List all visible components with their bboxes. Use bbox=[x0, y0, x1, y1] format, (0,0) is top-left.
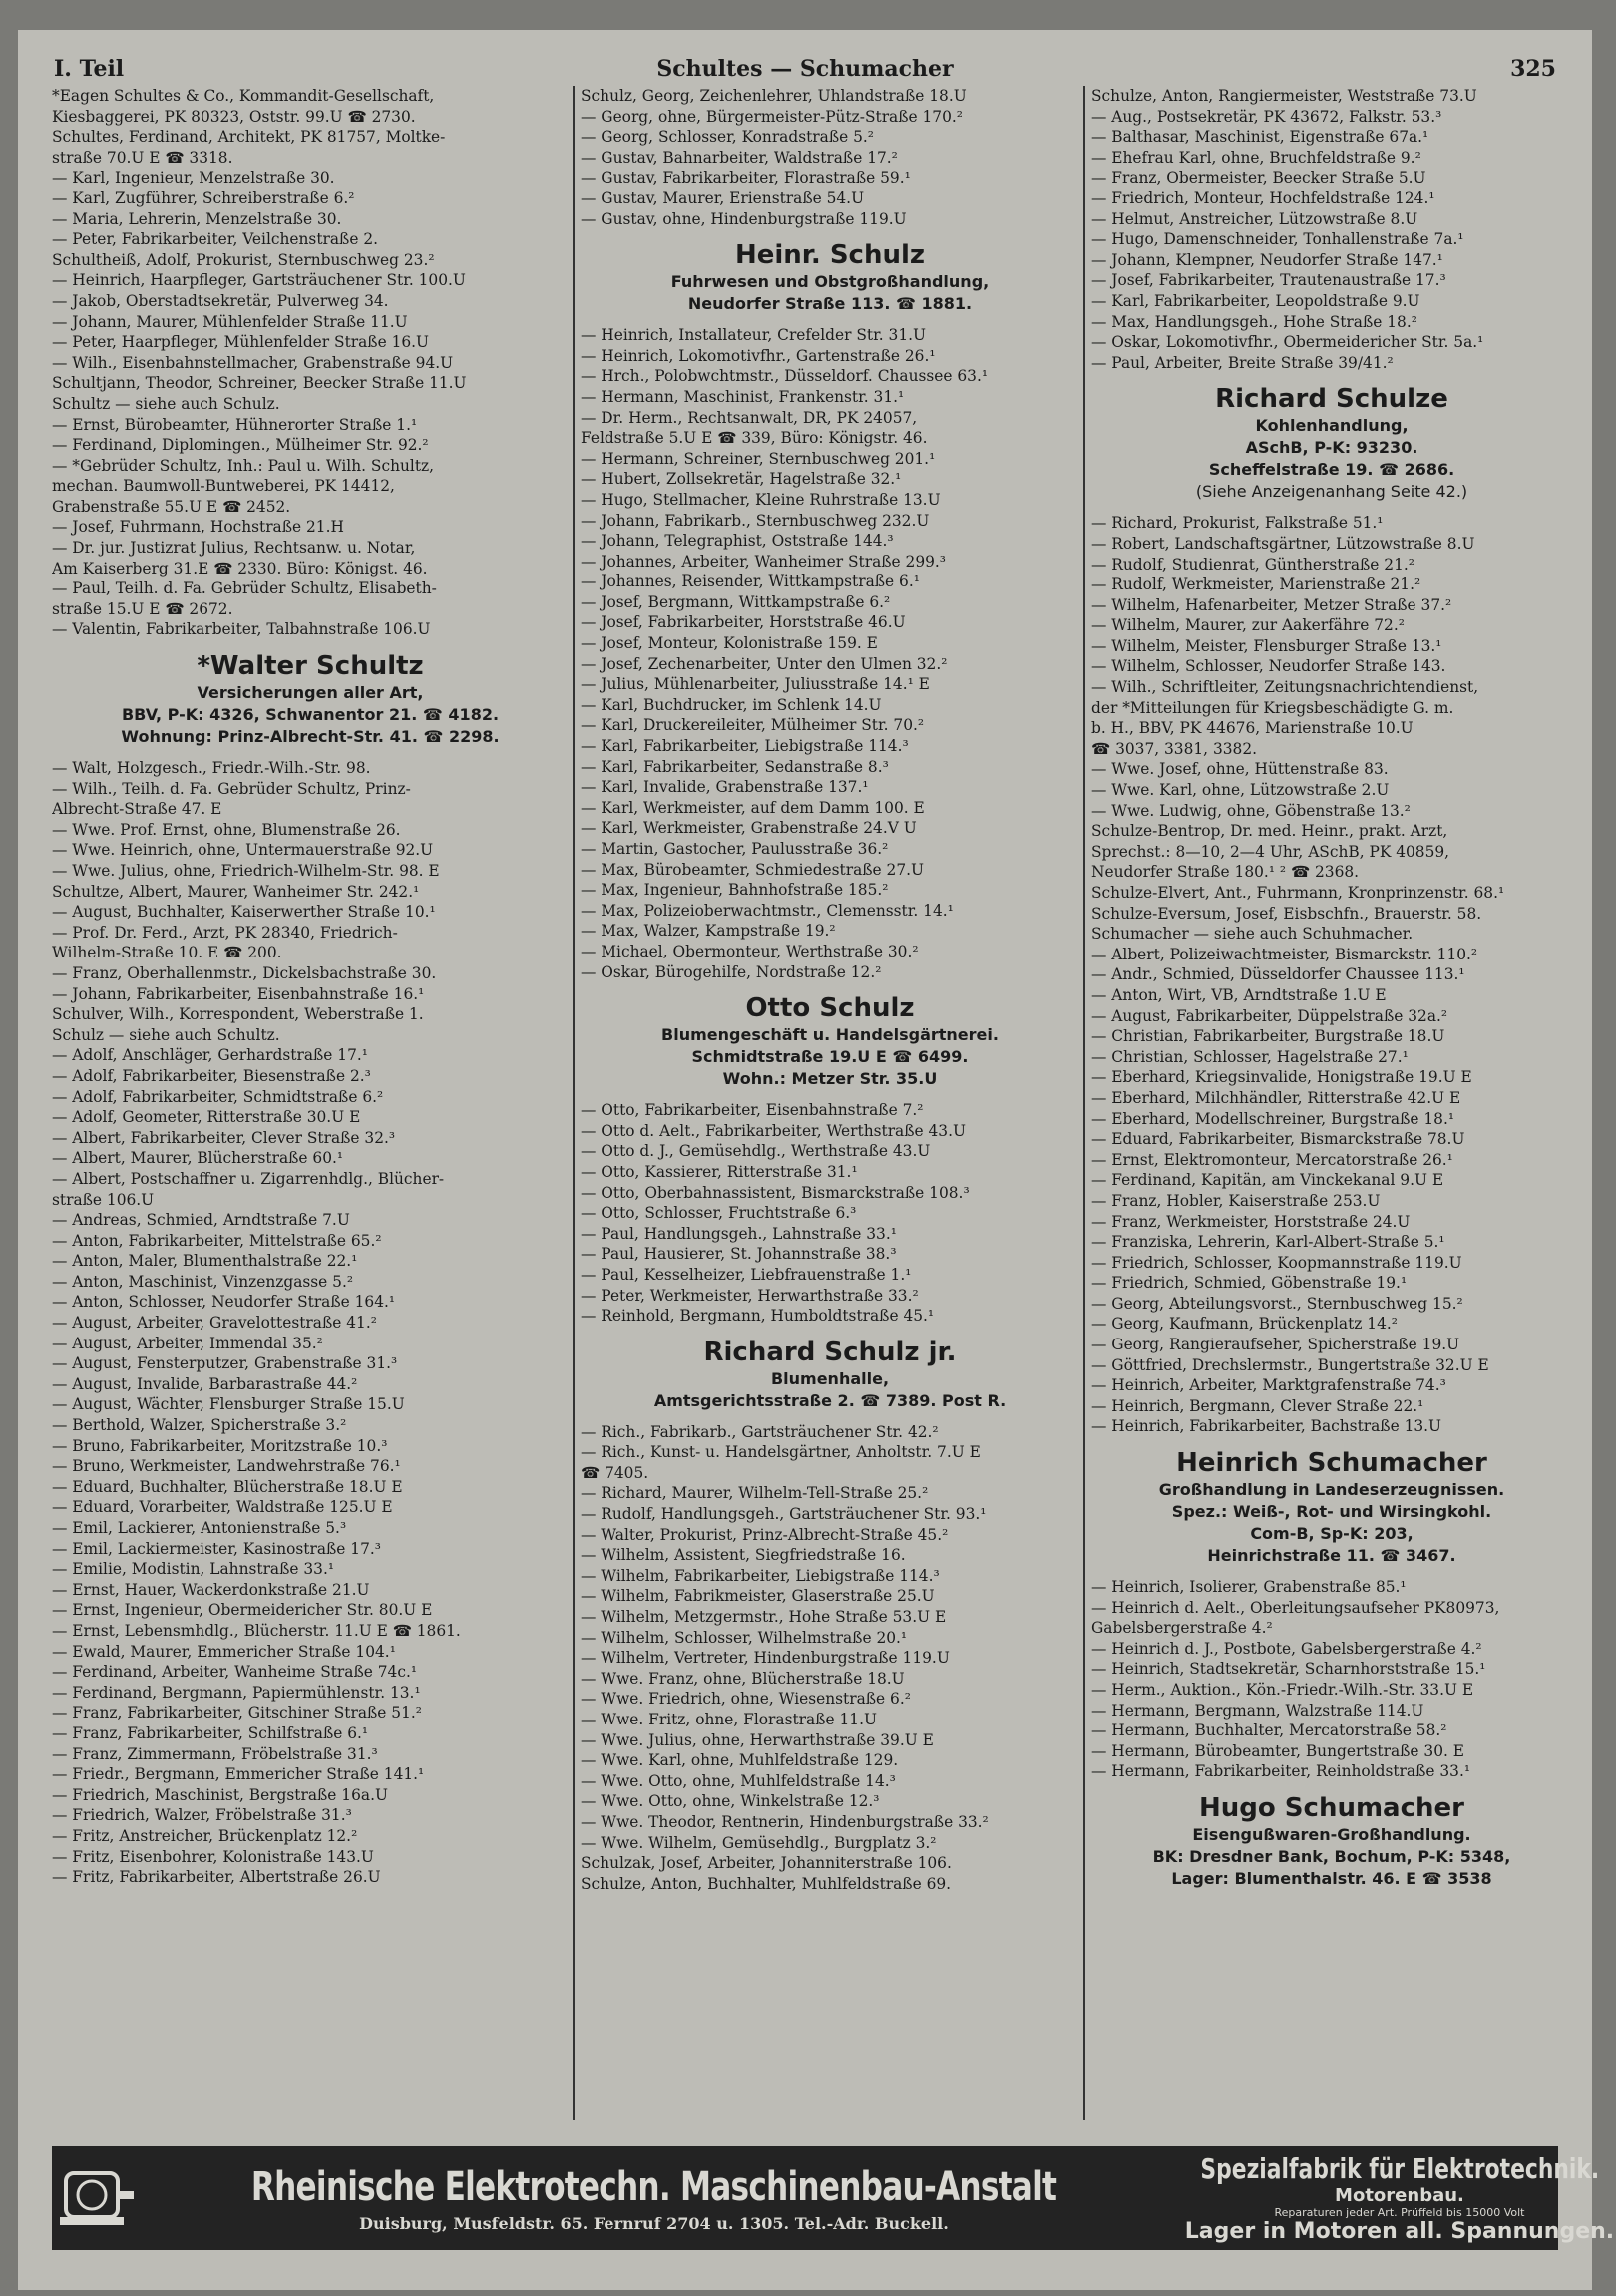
directory-entry: — Wwe. Fritz, ohne, Florastraße 11.U bbox=[581, 1711, 877, 1728]
directory-entry: — Fritz, Fabrikarbeiter, Albertstraße 26.U bbox=[52, 1868, 381, 1887]
directory-entry: — Ferdinand, Arbeiter, Wanheime Straße 74c.¹ bbox=[52, 1663, 418, 1682]
directory-entry: ☎ 3037, 3381, 3382. bbox=[1091, 739, 1258, 758]
business-detail: Heinrichstraße 11. ☎ 3467. bbox=[1207, 1546, 1456, 1566]
directory-entry: — Franz, Obermeister, Beecker Straße 5.U bbox=[1091, 169, 1426, 188]
directory-entry: Schulze, Anton, Buchhalter, Muhlfeldstraße 69. bbox=[581, 1874, 952, 1893]
directory-entry: — Bruno, Werkmeister, Landwehrstraße 76.¹ bbox=[52, 1457, 401, 1476]
directory-entry: — Wwe. Friedrich, ohne, Wiesenstraße 6.² bbox=[581, 1690, 911, 1709]
directory-entry: Albrecht-Straße 47. E bbox=[52, 800, 222, 819]
directory-entry: — Friedrich, Monteur, Hochfeldstraße 124.¹ bbox=[1091, 189, 1435, 207]
business-listing-box bbox=[1091, 1447, 1572, 1567]
ad-repair-note: Reparaturen jeder Art. Prüffeld bis 15000 Volt bbox=[1274, 2206, 1525, 2219]
directory-entry: — Wilhelm, Metzgermstr., Hohe Straße 53.U E bbox=[581, 1608, 947, 1627]
directory-entry: — Fritz, Anstreicher, Brückenplatz 12.² bbox=[52, 1826, 358, 1845]
directory-entry: — Peter, Haarpfleger, Mühlenfelder Straße 16.U bbox=[52, 333, 430, 352]
directory-entry: — Ernst, Bürobeamter, Hühnerorter Straße 1.¹ bbox=[52, 415, 418, 434]
directory-entry: — Franz, Fabrikarbeiter, Gitschiner Straße 51.² bbox=[52, 1704, 422, 1722]
directory-entry: — Ehefrau Karl, ohne, Bruchfeldstraße 9.² bbox=[1091, 148, 1421, 167]
directory-entry: — August, Fensterputzer, Grabenstraße 31.³ bbox=[52, 1354, 398, 1373]
directory-entry: — Maria, Lehrerin, Menzelstraße 30. bbox=[52, 209, 342, 228]
directory-entry: — Gustav, Fabrikarbeiter, Florastraße 59.¹ bbox=[581, 169, 911, 188]
directory-entry: — Emilie, Modistin, Lahnstraße 33.¹ bbox=[52, 1560, 335, 1579]
directory-entry: — Wilh., Schriftleiter, Zeitungsnachrichtendienst, bbox=[1091, 678, 1479, 697]
directory-entry: — August, Arbeiter, Gravelottestraße 41.² bbox=[52, 1314, 377, 1333]
directory-entry: — Johann, Fabrikarbeiter, Eisenbahnstraße 16.¹ bbox=[52, 984, 425, 1003]
directory-entry: — Julius, Mühlenarbeiter, Juliusstraße 14.¹ E bbox=[581, 675, 930, 694]
business-listing-box bbox=[1091, 383, 1572, 503]
directory-entry: — Friedrich, Walzer, Fröbelstraße 31.³ bbox=[52, 1806, 352, 1825]
ad-company-name: Rheinische Elektrotechn. Maschinenbau-Anstalt bbox=[250, 2163, 1057, 2210]
directory-entry: Schultz — siehe auch Schulz. bbox=[52, 394, 280, 413]
directory-entry: — Georg, Rangieraufseher, Spicherstraße 19.U bbox=[1091, 1336, 1460, 1354]
directory-entry: — Wwe. Josef, ohne, Hüttenstraße 83. bbox=[1091, 760, 1389, 779]
business-listing-box bbox=[1091, 1792, 1572, 1890]
directory-entry: — Adolf, Fabrikarbeiter, Schmidtstraße 6.² bbox=[52, 1087, 384, 1106]
directory-entry: Schulver, Wilh., Korrespondent, Weberstraße 1. bbox=[52, 1005, 424, 1024]
directory-entry: — Josef, Zechenarbeiter, Unter den Ulmen 32.² bbox=[581, 654, 948, 673]
directory-entry: — Karl, Buchdrucker, im Schlenk 14.U bbox=[581, 695, 882, 714]
directory-entry: — August, Buchhalter, Kaiserwerther Straße 10.¹ bbox=[52, 903, 436, 922]
directory-entry: — Eberhard, Milchhändler, Ritterstraße 42.U E bbox=[1091, 1088, 1461, 1107]
directory-entry: — Heinrich d. Aelt., Oberleitungsaufseher PK80973, bbox=[1091, 1598, 1500, 1617]
directory-entry: — Wilh., Eisenbahnstellmacher, Grabenstraße 94.U bbox=[52, 353, 454, 372]
directory-entry: — Albert, Polizeiwachtmeister, Bismarckstr. 110.² bbox=[1091, 945, 1478, 963]
directory-entry: — Adolf, Anschläger, Gerhardstraße 17.¹ bbox=[52, 1046, 368, 1065]
directory-entry: Schumacher — siehe auch Schuhmacher. bbox=[1091, 925, 1414, 944]
directory-entry: — Franz, Hobler, Kaiserstraße 253.U bbox=[1091, 1191, 1381, 1210]
ad-address: Duisburg, Musfeldstr. 65. Fernruf 2704 u. 1305. Tel.-Adr. Buckell. bbox=[359, 2213, 949, 2233]
directory-entry: — Richard, Maurer, Wilhelm-Tell-Straße 25.² bbox=[581, 1484, 929, 1503]
directory-entry: Schulzak, Josef, Arbeiter, Johanniterstraße 106. bbox=[581, 1854, 952, 1873]
directory-entry: — Heinrich, Fabrikarbeiter, Bachstraße 13.U bbox=[1091, 1417, 1442, 1436]
directory-entry: — August, Arbeiter, Immendal 35.² bbox=[52, 1334, 323, 1352]
directory-entry: — Wwe. Karl, ohne, Lützowstraße 2.U bbox=[1091, 781, 1390, 800]
directory-entry: — Ferdinand, Kapitän, am Vinckekanal 9.U E bbox=[1091, 1171, 1444, 1190]
directory-entry: Schulze, Anton, Rangiermeister, Weststraße 73.U bbox=[1091, 87, 1477, 105]
directory-entry: — Wilhelm, Fabrikarbeiter, Liebigstraße 114.³ bbox=[581, 1566, 940, 1585]
directory-entry: — Wilhelm, Schlosser, Neudorfer Straße 143. bbox=[1091, 657, 1446, 676]
directory-entry: — Johann, Telegraphist, Oststraße 144.³ bbox=[581, 532, 894, 551]
directory-entry: — Oskar, Bürogehilfe, Nordstraße 12.² bbox=[581, 962, 882, 981]
directory-entry: — Wwe. Otto, ohne, Muhlfeldstraße 14.³ bbox=[581, 1771, 896, 1790]
business-detail: Lager: Blumenthalstr. 46. E ☎ 3538 bbox=[1171, 1868, 1492, 1888]
directory-entry: — Hermann, Bergmann, Walzstraße 114.U bbox=[1091, 1701, 1424, 1720]
directory-entry: — Emil, Lackiermeister, Kasinostraße 17.³ bbox=[52, 1539, 381, 1558]
directory-entry: — Johannes, Reisender, Wittkampstraße 6.¹ bbox=[581, 573, 920, 591]
directory-entry: — Hermann, Fabrikarbeiter, Reinholdstraße 33.¹ bbox=[1091, 1762, 1470, 1781]
directory-entry: — Christian, Schlosser, Hagelstraße 27.¹ bbox=[1091, 1047, 1409, 1066]
directory-entry: — Friedrich, Schlosser, Koopmannstraße 119.U bbox=[1091, 1253, 1462, 1272]
directory-entry: — Karl, Invalide, Grabenstraße 137.¹ bbox=[581, 778, 869, 797]
directory-entry: — Emil, Lackierer, Antonienstraße 5.³ bbox=[52, 1519, 347, 1537]
business-detail: Neudorfer Straße 113. ☎ 1881. bbox=[687, 294, 973, 314]
directory-entry: ☎ 7405. bbox=[581, 1463, 649, 1482]
directory-entry: — Andr., Schmied, Düsseldorfer Chaussee 113.¹ bbox=[1091, 965, 1465, 984]
directory-entry: — Josef, Monteur, Kolonistraße 159. E bbox=[581, 634, 878, 653]
directory-entry: — Dr. jur. Justizrat Julius, Rechtsanw. u. Notar, bbox=[52, 539, 416, 558]
directory-entry: Schultze, Albert, Maurer, Wanheimer Str. 242.¹ bbox=[52, 882, 420, 901]
directory-entry: — Oskar, Lokomotivfhr., Obermeidericher Str. 5a.¹ bbox=[1091, 333, 1484, 352]
directory-entry: — Wwe. Otto, ohne, Winkelstraße 12.³ bbox=[581, 1792, 880, 1811]
business-detail: Eisengußwaren-Großhandlung. bbox=[1192, 1824, 1471, 1844]
business-detail: ASchB, P-K: 93230. bbox=[1245, 438, 1418, 458]
directory-entry: — Otto, Kassierer, Ritterstraße 31.¹ bbox=[581, 1162, 858, 1181]
directory-entry: — Wilhelm, Schlosser, Wilhelmstraße 20.¹ bbox=[581, 1628, 908, 1647]
directory-entry: Sprechst.: 8—10, 2—4 Uhr, ASchB, PK 40859, bbox=[1091, 842, 1450, 861]
directory-entry: — Johann, Maurer, Mühlenfelder Straße 11.U bbox=[52, 312, 408, 331]
directory-entry: — Eduard, Vorarbeiter, Waldstraße 125.U E bbox=[52, 1498, 393, 1517]
directory-entry: — Jakob, Oberstadtsekretär, Pulverweg 34. bbox=[52, 291, 389, 310]
directory-entry: — Otto d. J., Gemüsehdlg., Werthstraße 43.U bbox=[581, 1142, 931, 1161]
page-number: 325 bbox=[1510, 56, 1556, 82]
directory-entry: — Anton, Maler, Blumenthalstraße 22.¹ bbox=[52, 1252, 358, 1271]
directory-entry: — Hugo, Stellmacher, Kleine Ruhrstraße 13.U bbox=[581, 490, 941, 509]
directory-entry: — Wwe. Theodor, Rentnerin, Hindenburgstraße 33.² bbox=[581, 1812, 989, 1831]
directory-entry: — Karl, Zugführer, Schreiberstraße 6.² bbox=[52, 189, 355, 207]
directory-entry: — Bruno, Fabrikarbeiter, Moritzstraße 10.³ bbox=[52, 1436, 388, 1455]
page-header bbox=[54, 42, 1556, 82]
directory-entry: — Max, Handlungsgeh., Hohe Straße 18.² bbox=[1091, 312, 1417, 331]
directory-entry: *Eagen Schultes & Co., Kommandit-Gesellschaft, bbox=[52, 87, 435, 105]
directory-entry: — Hermann, Schreiner, Sternbuschweg 201.¹ bbox=[581, 449, 936, 468]
directory-entry: — Göttfried, Drechslermstr., Bungertstraße 32.U E bbox=[1091, 1355, 1489, 1374]
directory-entry: — Peter, Werkmeister, Herwarthstraße 33.² bbox=[581, 1286, 919, 1305]
directory-entry: — Georg, Kaufmann, Brückenplatz 14.² bbox=[1091, 1315, 1398, 1334]
directory-entry: — Karl, Druckereileiter, Mülheimer Str. 70.² bbox=[581, 716, 925, 735]
directory-entry: — Rudolf, Studienrat, Güntherstraße 21.² bbox=[1091, 555, 1414, 574]
directory-entry: — Ernst, Ingenieur, Obermeidericher Str. 80.U E bbox=[52, 1601, 433, 1620]
directory-entry: Schulz, Georg, Zeichenlehrer, Uhlandstraße 18.U bbox=[581, 87, 967, 105]
directory-entry: — Albert, Postschaffner u. Zigarrenhdlg., Blücher- bbox=[52, 1169, 445, 1188]
directory-entry: straße 106.U bbox=[52, 1190, 155, 1209]
directory-entry: — Georg, ohne, Bürgermeister-Pütz-Straße 170.² bbox=[581, 107, 963, 126]
business-listing-box bbox=[52, 650, 569, 748]
directory-entry: — *Gebrüder Schultz, Inh.: Paul u. Wilh. Schultz, bbox=[52, 456, 435, 475]
column-3 bbox=[1083, 86, 1572, 2120]
directory-entry: — Johannes, Arbeiter, Wanheimer Straße 299.³ bbox=[581, 552, 946, 571]
directory-entry: — Heinrich, Stadtsekretär, Scharnhorststraße 15.¹ bbox=[1091, 1660, 1486, 1679]
directory-entry: — Wilhelm, Fabrikmeister, Glaserstraße 25.U bbox=[581, 1587, 935, 1606]
business-detail: Blumengeschäft u. Handelsgärtnerei. bbox=[661, 1025, 999, 1045]
directory-entry: — August, Fabrikarbeiter, Düppelstraße 32a.² bbox=[1091, 1006, 1448, 1025]
business-listing-box bbox=[581, 239, 1079, 315]
directory-entry: — Albert, Maurer, Blücherstraße 60.¹ bbox=[52, 1149, 344, 1168]
directory-entry: — Wwe. Julius, ohne, Friedrich-Wilhelm-Str. 98. E bbox=[52, 862, 440, 880]
directory-entry: Schulze-Eversum, Josef, Eisbschfn., Brauerstr. 58. bbox=[1091, 904, 1482, 923]
directory-entry: — Prof. Dr. Ferd., Arzt, PK 28340, Friedrich- bbox=[52, 923, 398, 942]
business-detail: Versicherungen aller Art, bbox=[197, 683, 424, 703]
directory-entry: Schulze-Bentrop, Dr. med. Heinr., prakt. Arzt, bbox=[1091, 822, 1448, 841]
business-detail: Com-B, Sp-K: 203, bbox=[1250, 1524, 1414, 1544]
ad-company-block bbox=[138, 2146, 1170, 2250]
business-detail: Großhandlung in Landeserzeugnissen. bbox=[1158, 1480, 1505, 1500]
business-name: Richard Schulze bbox=[1215, 384, 1448, 415]
directory-entry: Schulze-Elvert, Ant., Fuhrmann, Kronprinzenstr. 68.¹ bbox=[1091, 884, 1505, 902]
directory-entry: — Eduard, Buchhalter, Blücherstraße 18.U E bbox=[52, 1477, 403, 1496]
directory-entry: — Gustav, ohne, Hindenburgstraße 119.U bbox=[581, 209, 907, 228]
directory-entry: — Peter, Fabrikarbeiter, Veilchenstraße 2. bbox=[52, 230, 379, 249]
directory-entry: b. H., BBV, PK 44676, Marienstraße 10.U bbox=[1091, 719, 1414, 738]
directory-entry: — Wwe. Franz, ohne, Blücherstraße 18.U bbox=[581, 1669, 905, 1688]
directory-entry: — Friedrich, Maschinist, Bergstraße 16a.U bbox=[52, 1785, 388, 1804]
directory-entry: — Wilhelm, Vertreter, Hindenburgstraße 119.U bbox=[581, 1649, 950, 1668]
directory-entry: — Robert, Landschaftsgärtner, Lützowstraße 8.U bbox=[1091, 534, 1475, 553]
directory-entry: — Walt, Holzgesch., Friedr.-Wilh.-Str. 98. bbox=[52, 759, 371, 778]
directory-entry: Wilhelm-Straße 10. E ☎ 200. bbox=[52, 944, 282, 962]
directory-entry: — Max, Bürobeamter, Schmiedestraße 27.U bbox=[581, 860, 925, 879]
directory-entry: — Fritz, Eisenbohrer, Kolonistraße 143.U bbox=[52, 1847, 374, 1866]
directory-entry: — Otto d. Aelt., Fabrikarbeiter, Werthstraße 43.U bbox=[581, 1121, 966, 1140]
directory-entry: — Paul, Kesselheizer, Liebfrauenstraße 1.¹ bbox=[581, 1265, 912, 1284]
directory-entry: — Herm., Auktion., Kön.-Friedr.-Wilh.-Str. 33.U E bbox=[1091, 1681, 1474, 1699]
directory-entry: — Karl, Fabrikarbeiter, Leopoldstraße 9.U bbox=[1091, 291, 1420, 310]
directory-entry: — Wwe. Karl, ohne, Muhlfeldstraße 129. bbox=[581, 1751, 899, 1770]
directory-entry: Grabenstraße 55.U E ☎ 2452. bbox=[52, 497, 291, 516]
directory-entry: — Max, Polizeioberwachtmstr., Clemensstr. 14.¹ bbox=[581, 901, 954, 920]
directory-entry: — Adolf, Fabrikarbeiter, Biesenstraße 2.³ bbox=[52, 1066, 371, 1085]
directory-entry: — Hubert, Zollsekretär, Hagelstraße 32.¹ bbox=[581, 470, 902, 489]
directory-entry: — Franziska, Lehrerin, Karl-Albert-Straße 5.¹ bbox=[1091, 1233, 1445, 1252]
directory-entry: — Balthasar, Maschinist, Eigenstraße 67a.¹ bbox=[1091, 128, 1429, 147]
directory-entry: Feldstraße 5.U E ☎ 339, Büro: Königstr. 46. bbox=[581, 429, 928, 448]
directory-entry: — Franz, Oberhallenmstr., Dickelsbachstraße 30. bbox=[52, 963, 437, 982]
directory-entry: Gabelsbergerstraße 4.² bbox=[1091, 1619, 1273, 1638]
directory-entry: Am Kaiserberg 31.E ☎ 2330. Büro: Königst. 46. bbox=[52, 559, 428, 577]
directory-entry: — Valentin, Fabrikarbeiter, Talbahnstraße 106.U bbox=[52, 620, 431, 639]
directory-entry: — Richard, Prokurist, Falkstraße 51.¹ bbox=[1091, 514, 1384, 533]
business-detail: (Siehe Anzeigenanhang Seite 42.) bbox=[1195, 482, 1468, 502]
directory-entry: — Max, Walzer, Kampstraße 19.² bbox=[581, 922, 836, 941]
directory-entry: — Paul, Hausierer, St. Johannstraße 38.³ bbox=[581, 1245, 897, 1264]
motor-icon bbox=[52, 2146, 138, 2250]
directory-entry: — Paul, Teilh. d. Fa. Gebrüder Schultz, Elisabeth- bbox=[52, 579, 437, 598]
business-name: Heinrich Schumacher bbox=[1176, 1448, 1487, 1479]
directory-entry: mechan. Baumwoll-Buntweberei, PK 14412, bbox=[52, 477, 395, 496]
directory-entry: — Friedrich, Schmied, Göbenstraße 19.¹ bbox=[1091, 1274, 1408, 1293]
directory-page bbox=[18, 30, 1615, 2290]
directory-entry: — Wilh., Teilh. d. Fa. Gebrüder Schultz, Prinz- bbox=[52, 779, 411, 798]
directory-entry: — Wwe. Ludwig, ohne, Göbenstraße 13.² bbox=[1091, 801, 1411, 820]
business-detail: Scheffelstraße 19. ☎ 2686. bbox=[1208, 460, 1455, 480]
directory-entry: — Rudolf, Handlungsgeh., Gartsträuchener Str. 93.¹ bbox=[581, 1505, 987, 1524]
directory-entry: — Franz, Fabrikarbeiter, Schilfstraße 6.¹ bbox=[52, 1723, 369, 1742]
directory-entry: — August, Wächter, Flensburger Straße 15.U bbox=[52, 1395, 405, 1414]
directory-entry: — Gustav, Maurer, Erienstraße 54.U bbox=[581, 189, 865, 207]
directory-entry: — Otto, Fabrikarbeiter, Eisenbahnstraße 7.² bbox=[581, 1101, 924, 1120]
directory-entry: — Johann, Klempner, Neudorfer Straße 147.¹ bbox=[1091, 250, 1443, 269]
directory-entry: — Karl, Werkmeister, Grabenstraße 24.V U bbox=[581, 819, 917, 838]
directory-entry: — Anton, Schlosser, Neudorfer Straße 164.¹ bbox=[52, 1293, 396, 1312]
directory-entry: — Hermann, Bürobeamter, Bungertstraße 30. E bbox=[1091, 1741, 1465, 1760]
directory-entry: — Heinrich, Lokomotivfhr., Gartenstraße 26.¹ bbox=[581, 346, 936, 365]
directory-entry: — Georg, Schlosser, Konradstraße 5.² bbox=[581, 128, 874, 147]
directory-entry: Schulz — siehe auch Schultz. bbox=[52, 1025, 280, 1044]
directory-entry: — Karl, Fabrikarbeiter, Sedanstraße 8.³ bbox=[581, 757, 889, 776]
business-detail: BK: Dresdner Bank, Bochum, P-K: 5348, bbox=[1152, 1846, 1511, 1866]
directory-entry: — Gustav, Bahnarbeiter, Waldstraße 17.² bbox=[581, 148, 898, 167]
directory-entry: — Paul, Arbeiter, Breite Straße 39/41.² bbox=[1091, 353, 1394, 372]
directory-entry: — Eberhard, Kriegsinvalide, Honigstraße 19.U E bbox=[1091, 1068, 1472, 1087]
directory-entry: — Wwe. Heinrich, ohne, Untermauerstraße 92.U bbox=[52, 841, 434, 860]
directory-entry: — Max, Ingenieur, Bahnhofstraße 185.² bbox=[581, 881, 889, 900]
directory-entry: — Dr. Herm., Rechtsanwalt, DR, PK 24057, bbox=[581, 408, 918, 427]
business-detail: Blumenhalle, bbox=[770, 1368, 890, 1388]
directory-entry: — Josef, Fuhrmann, Hochstraße 21.H bbox=[52, 518, 344, 537]
directory-entry: — Albert, Fabrikarbeiter, Clever Straße 32.³ bbox=[52, 1128, 396, 1147]
directory-entry: Schultheiß, Adolf, Prokurist, Sternbuschweg 23.² bbox=[52, 250, 435, 269]
directory-entry: — Ewald, Maurer, Emmericher Straße 104.¹ bbox=[52, 1642, 396, 1661]
business-name: Hugo Schumacher bbox=[1199, 1792, 1464, 1823]
section-label: I. Teil bbox=[54, 56, 125, 82]
directory-entry: — Rich., Kunst- u. Handelsgärtner, Anholtstr. 7.U E bbox=[581, 1443, 981, 1462]
directory-entry: — Heinrich d. J., Postbote, Gabelsbergerstraße 4.² bbox=[1091, 1639, 1482, 1658]
directory-columns bbox=[52, 86, 1568, 2120]
business-listing-box bbox=[581, 1337, 1079, 1412]
directory-entry: — August, Invalide, Barbarastraße 44.² bbox=[52, 1374, 358, 1393]
directory-entry: — Paul, Handlungsgeh., Lahnstraße 33.¹ bbox=[581, 1224, 897, 1243]
directory-entry: Kiesbaggerei, PK 80323, Oststr. 99.U ☎ 2730. bbox=[52, 107, 416, 126]
business-name: *Walter Schultz bbox=[197, 651, 424, 682]
business-name: Otto Schulz bbox=[745, 993, 915, 1024]
directory-entry: Neudorfer Straße 180.¹ ² ☎ 2368. bbox=[1091, 863, 1360, 882]
directory-entry: — Ernst, Hauer, Wackerdonkstraße 21.U bbox=[52, 1580, 370, 1599]
directory-entry: — Helmut, Anstreicher, Lützowstraße 8.U bbox=[1091, 209, 1418, 228]
directory-entry: straße 70.U E ☎ 3318. bbox=[52, 148, 233, 167]
ad-specialty-block bbox=[1170, 2146, 1616, 2250]
directory-entry: Schultjann, Theodor, Schreiner, Beecker Straße 11.U bbox=[52, 374, 467, 393]
directory-entry: — Rich., Fabrikarb., Gartsträuchener Str. 42.² bbox=[581, 1422, 939, 1441]
column-1 bbox=[52, 86, 569, 2120]
directory-entry: — Michael, Obermonteur, Werthstraße 30.² bbox=[581, 942, 919, 960]
directory-entry: — Franz, Zimmermann, Fröbelstraße 31.³ bbox=[52, 1744, 378, 1763]
directory-entry: — Wwe. Julius, ohne, Herwarthstraße 39.U E bbox=[581, 1730, 934, 1749]
directory-entry: — Johann, Fabrikarb., Sternbuschweg 232.U bbox=[581, 511, 930, 530]
directory-entry: — Hugo, Damenschneider, Tonhallenstraße 7a.¹ bbox=[1091, 230, 1464, 249]
business-name: Heinr. Schulz bbox=[734, 240, 926, 271]
directory-entry: — Eberhard, Modellschreiner, Burgstraße 18.¹ bbox=[1091, 1109, 1455, 1128]
directory-entry: — Ferdinand, Diplomingen., Mülheimer Str. 92.² bbox=[52, 436, 429, 455]
running-title: Schultes — Schumacher bbox=[656, 56, 954, 82]
directory-entry: Schultes, Ferdinand, Architekt, PK 81757, Moltke- bbox=[52, 128, 446, 147]
business-detail: Fuhrwesen und Obstgroßhandlung, bbox=[670, 272, 990, 292]
directory-entry: — Friedr., Bergmann, Emmericher Straße 141.¹ bbox=[52, 1765, 425, 1784]
directory-entry: — Karl, Ingenieur, Menzelstraße 30. bbox=[52, 169, 335, 188]
directory-entry: — Heinrich, Bergmann, Clever Straße 22.¹ bbox=[1091, 1396, 1424, 1415]
directory-entry: — Reinhold, Bergmann, Humboldtstraße 45.¹ bbox=[581, 1307, 935, 1326]
directory-entry: — Berthold, Walzer, Spicherstraße 3.² bbox=[52, 1416, 347, 1435]
business-name: Richard Schulz jr. bbox=[703, 1337, 957, 1367]
directory-entry: — Hrch., Polobwchtmstr., Düsseldorf. Chaussee 63.¹ bbox=[581, 367, 989, 386]
directory-entry: — Walter, Prokurist, Prinz-Albrecht-Straße 45.² bbox=[581, 1525, 949, 1544]
directory-entry: — Otto, Schlosser, Fruchtstraße 6.³ bbox=[581, 1204, 857, 1223]
directory-entry: — Andreas, Schmied, Arndtstraße 7.U bbox=[52, 1211, 350, 1230]
business-detail: Schmidtstraße 19.U E ☎ 6499. bbox=[691, 1047, 969, 1067]
directory-entry: der *Mitteilungen für Kriegsbeschädigte G. m. bbox=[1091, 698, 1454, 717]
directory-entry: — Wilhelm, Maurer, zur Aakerfähre 72.² bbox=[1091, 616, 1405, 635]
directory-entry: — Heinrich, Installateur, Crefelder Str. 31.U bbox=[581, 326, 926, 345]
directory-entry: — Anton, Fabrikarbeiter, Mittelstraße 65.² bbox=[52, 1231, 382, 1250]
directory-entry: — Josef, Fabrikarbeiter, Horststraße 46.U bbox=[581, 613, 906, 632]
directory-entry: — Wilhelm, Hafenarbeiter, Metzer Straße 37.² bbox=[1091, 595, 1452, 614]
directory-entry: — Josef, Fabrikarbeiter, Trautenaustraße 17.³ bbox=[1091, 271, 1446, 290]
directory-entry: — Hermann, Maschinist, Frankenstr. 31.¹ bbox=[581, 387, 905, 406]
directory-entry: — Heinrich, Haarpfleger, Gartsträuchener Str. 100.U bbox=[52, 271, 466, 290]
business-detail: Wohn.: Metzer Str. 35.U bbox=[722, 1069, 938, 1089]
directory-entry: — Christian, Fabrikarbeiter, Burgstraße 18.U bbox=[1091, 1027, 1445, 1046]
directory-entry: straße 15.U E ☎ 2672. bbox=[52, 599, 233, 618]
directory-entry: — Karl, Werkmeister, auf dem Damm 100. E bbox=[581, 798, 925, 817]
directory-entry: — Hermann, Buchhalter, Mercatorstraße 58.² bbox=[1091, 1722, 1447, 1740]
ad-motorenbau: Motorenbau. bbox=[1335, 2185, 1464, 2206]
directory-entry: — Otto, Oberbahnassistent, Bismarckstraße 108.³ bbox=[581, 1183, 970, 1202]
directory-entry: — Karl, Fabrikarbeiter, Liebigstraße 114.³ bbox=[581, 737, 909, 756]
directory-entry: — Heinrich, Isolierer, Grabenstraße 85.¹ bbox=[1091, 1578, 1407, 1597]
directory-entry: — Anton, Wirt, VB, Arndtstraße 1.U E bbox=[1091, 985, 1387, 1004]
directory-entry: — Heinrich, Arbeiter, Marktgrafenstraße 74.³ bbox=[1091, 1376, 1446, 1395]
directory-entry: — Josef, Bergmann, Wittkampstraße 6.² bbox=[581, 592, 891, 611]
business-detail: Kohlenhandlung, bbox=[1255, 416, 1409, 436]
business-detail: Spez.: Weiß-, Rot- und Wirsingkohl. bbox=[1171, 1502, 1492, 1522]
directory-entry: — Wilhelm, Assistent, Siegfriedstraße 16. bbox=[581, 1546, 906, 1565]
business-detail: BBV, P-K: 4326, Schwanentor 21. ☎ 4182. bbox=[121, 705, 500, 725]
directory-entry: — Rudolf, Werkmeister, Marienstraße 21.² bbox=[1091, 575, 1421, 594]
business-listing-box bbox=[581, 992, 1079, 1090]
ad-specialty: Spezialfabrik für Elektrotechnik. bbox=[1200, 2152, 1599, 2185]
directory-entry: — Wwe. Prof. Ernst, ohne, Blumenstraße 26. bbox=[52, 820, 401, 839]
directory-entry: — Martin, Gastocher, Paulusstraße 36.² bbox=[581, 840, 889, 858]
directory-entry: — Wwe. Wilhelm, Gemüsehdlg., Burgplatz 3.² bbox=[581, 1833, 937, 1852]
directory-entry: — Wilhelm, Meister, Flensburger Straße 13.¹ bbox=[1091, 636, 1442, 655]
ad-stock: Lager in Motoren all. Spannungen. bbox=[1184, 2219, 1615, 2244]
column-2 bbox=[573, 86, 1079, 2120]
directory-entry: — Adolf, Geometer, Ritterstraße 30.U E bbox=[52, 1108, 361, 1127]
directory-entry: — Georg, Abteilungsvorst., Sternbuschweg 15.² bbox=[1091, 1294, 1463, 1313]
business-detail: Wohnung: Prinz-Albrecht-Str. 41. ☎ 2298. bbox=[121, 727, 500, 747]
advertisement-banner bbox=[52, 2146, 1615, 2250]
directory-entry: — Ernst, Elektromonteur, Mercatorstraße 26.¹ bbox=[1091, 1150, 1453, 1169]
directory-entry: — Franz, Werkmeister, Horststraße 24.U bbox=[1091, 1212, 1411, 1231]
directory-entry: — Ernst, Lebensmhdlg., Blücherstr. 11.U E ☎ 1861. bbox=[52, 1621, 461, 1640]
directory-entry: — Anton, Maschinist, Vinzenzgasse 5.² bbox=[52, 1272, 354, 1291]
directory-entry: — Aug., Postsekretär, PK 43672, Falkstr. 53.³ bbox=[1091, 107, 1442, 126]
directory-entry: — Ferdinand, Bergmann, Papiermühlenstr. 13.¹ bbox=[52, 1683, 421, 1702]
business-detail: Amtsgerichtsstraße 2. ☎ 7389. Post R. bbox=[653, 1390, 1007, 1410]
directory-entry: — Eduard, Fabrikarbeiter, Bismarckstraße 78.U bbox=[1091, 1130, 1465, 1149]
